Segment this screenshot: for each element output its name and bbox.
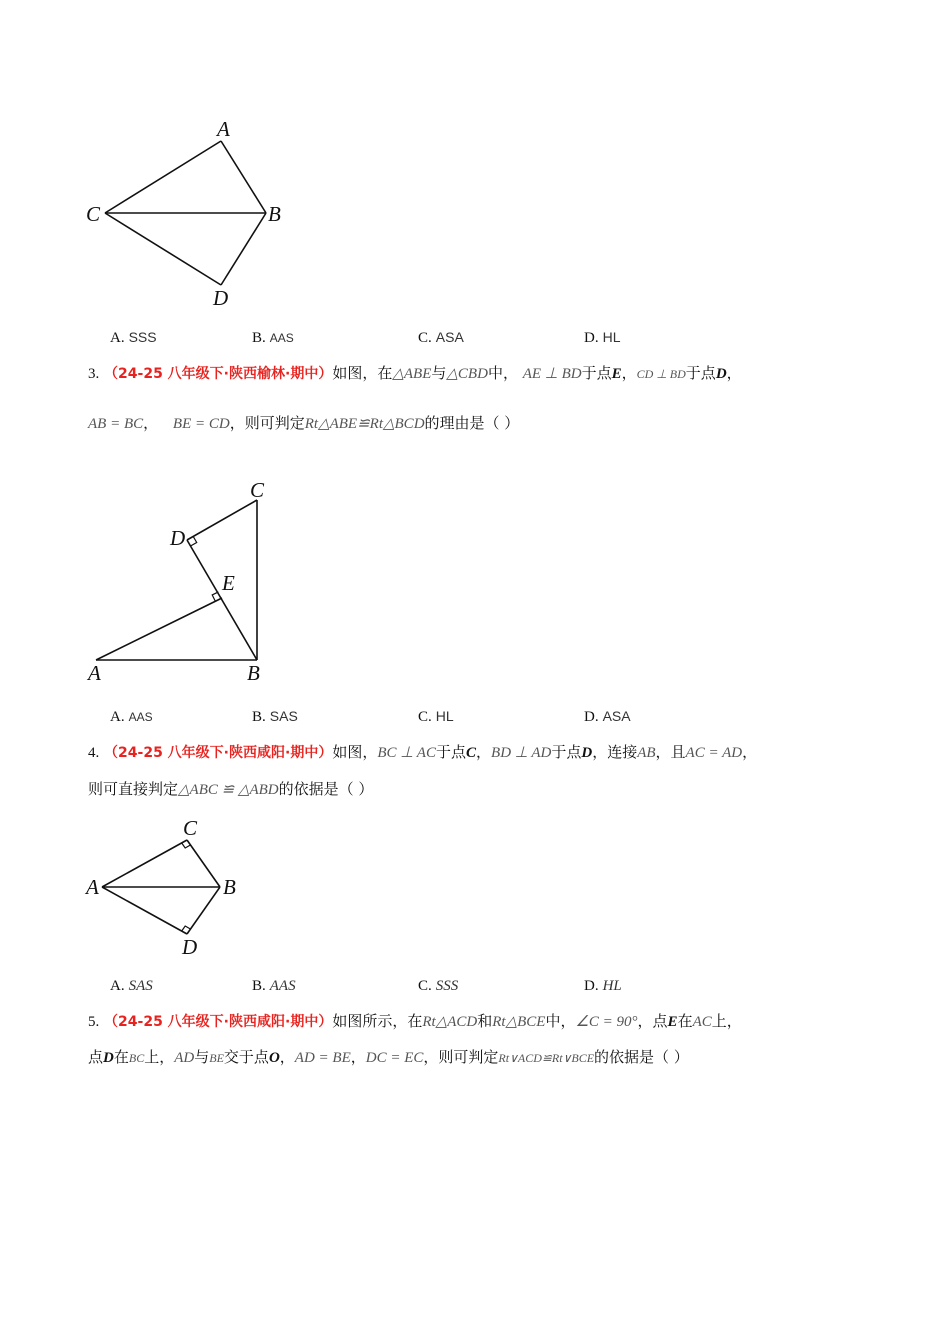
- q2-choice-d[interactable]: D. HL: [584, 329, 621, 346]
- question-number: 3.: [88, 366, 100, 382]
- segment-db: [187, 887, 220, 934]
- q5-stem-line2: 点D在BC上，AD与BE交于点O，AD = BE，DC = EC，则可判定Rt∨ACD≌Rt∨BCE的依据是（ ）: [88, 1048, 689, 1066]
- q3-figure: [80, 475, 300, 685]
- q4-stem-line2: 则可直接判定△ABC ≌ △ABD的依据是（ ）: [88, 780, 374, 798]
- vertex-label-a: A: [86, 875, 99, 899]
- vertex-label-d: D: [213, 286, 229, 310]
- vertex-label-c: C: [86, 202, 101, 226]
- q3-choice-a[interactable]: A. AAS: [110, 709, 153, 725]
- question-number: 4.: [88, 745, 100, 761]
- segment-ae: [96, 598, 222, 660]
- q5-stem-line1: 5. （24-25 八年级下·陕西咸阳·期中）如图所示，在Rt△ACD和Rt△BCE中，∠C = 90°，点E在AC上，: [88, 1012, 742, 1030]
- segment-cd: [187, 500, 257, 540]
- vertex-label-c: C: [183, 816, 198, 840]
- q4-choice-d[interactable]: D. HL: [584, 978, 622, 994]
- q4-choice-b[interactable]: B. AAS: [252, 978, 296, 994]
- vertex-label-b: B: [223, 875, 236, 899]
- question-source: （24-25 八年级下·陕西咸阳·期中）: [104, 745, 333, 761]
- q3-choice-b[interactable]: B. SAS: [252, 708, 298, 725]
- q4-choice-c[interactable]: C. SSS: [418, 978, 459, 994]
- q3-stem-line2: AB = BC， BE = CD，则可判定Rt△ABE≌Rt△BCD的理由是（ ）: [88, 414, 520, 432]
- question-source: （24-25 八年级下·陕西咸阳·期中）: [104, 1014, 333, 1030]
- q4-choice-a[interactable]: A. SAS: [110, 978, 153, 994]
- q3-choice-c[interactable]: C. HL: [418, 708, 454, 725]
- q2-figure: [80, 115, 300, 310]
- q4-stem-line1: 4. （24-25 八年级下·陕西咸阳·期中）如图，BC ⊥ AC于点C，BD ⊥ AD于点D，连接AB，且AC = AD，: [88, 743, 758, 761]
- q4-figure: [80, 815, 260, 965]
- segment-ca: [105, 141, 221, 213]
- segment-db: [187, 540, 257, 660]
- segment-ab: [221, 141, 266, 213]
- vertex-label-b: B: [268, 202, 281, 226]
- segment-cb: [187, 840, 220, 887]
- q3-choice-d[interactable]: D. ASA: [584, 708, 631, 725]
- segment-db: [221, 213, 266, 285]
- vertex-label-c: C: [250, 478, 265, 502]
- vertex-label-e: E: [222, 571, 235, 595]
- q2-choice-a[interactable]: A. SSS: [110, 329, 157, 346]
- question-source: （24-25 八年级下·陕西榆林·期中）: [104, 366, 333, 382]
- vertex-label-b: B: [247, 661, 260, 685]
- vertex-label-d: D: [170, 526, 186, 550]
- q3-stem-line1: 3. （24-25 八年级下·陕西榆林·期中）如图，在△ABE与△CBD中， AE ⊥ BD于点E，CD ⊥ BD于点D，: [88, 364, 742, 382]
- vertex-label-a: A: [217, 117, 230, 141]
- q2-choice-c[interactable]: C. ASA: [418, 329, 464, 346]
- segment-ad: [102, 887, 187, 934]
- vertex-label-d: D: [182, 935, 198, 959]
- vertex-label-a: A: [88, 661, 101, 685]
- segment-ac: [102, 840, 187, 887]
- question-number: 5.: [88, 1014, 100, 1030]
- segment-cd: [105, 213, 221, 285]
- q2-choice-b[interactable]: B. AAS: [252, 330, 294, 346]
